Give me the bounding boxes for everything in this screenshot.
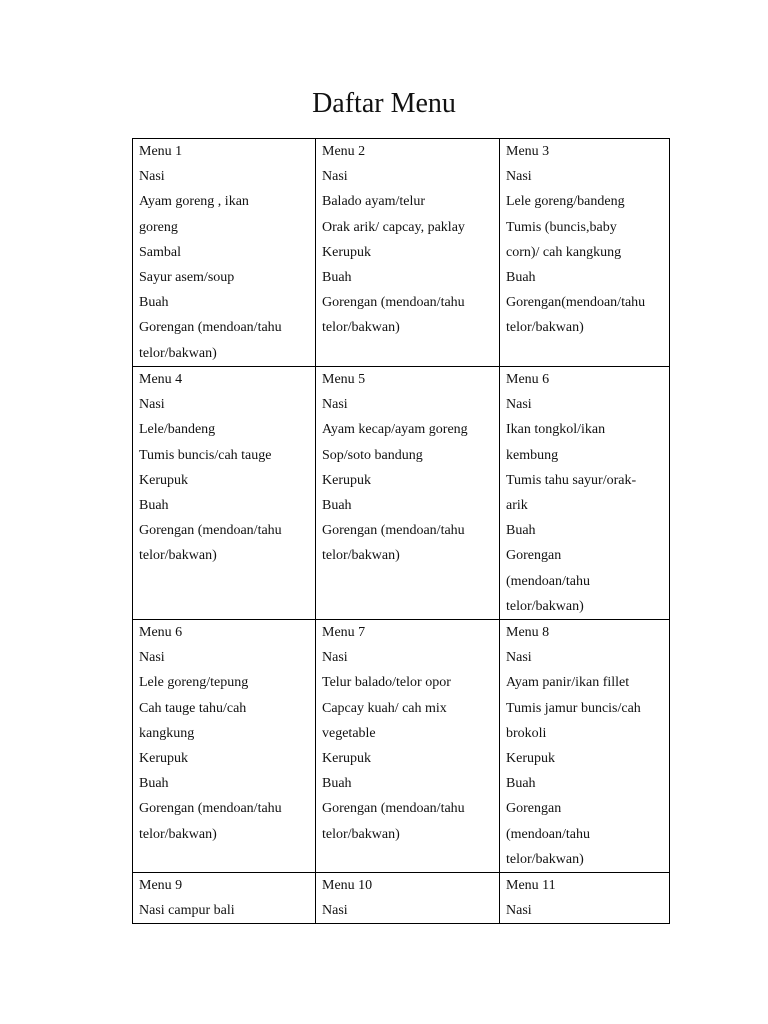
menu-item: Gorengan(mendoan/tahu [506, 295, 646, 311]
menu-item: arik [506, 498, 528, 514]
menu-heading: Menu 4 [139, 372, 183, 387]
menu-item: Nasi [506, 650, 532, 666]
menu-heading: Menu 8 [506, 625, 550, 641]
menu-item: Nasi [506, 903, 532, 919]
menu-item: Kerupuk [322, 472, 371, 488]
menu-item: (mendoan/tahu [506, 573, 590, 589]
menu-item: Buah [322, 498, 352, 514]
menu-row [133, 139, 670, 367]
menu-item: telor/bakwan) [506, 598, 584, 614]
menu-item: Kerupuk [139, 751, 188, 767]
menu-heading: Menu 3 [506, 144, 550, 159]
menu-item: Buah [139, 295, 169, 311]
menu-cell [133, 873, 316, 924]
menu-heading: Menu 6 [506, 372, 550, 387]
menu-item: vegetable [322, 725, 376, 741]
menu-item: Sambal [139, 244, 181, 260]
menu-item: Buah [139, 776, 169, 792]
menu-cell [500, 139, 670, 367]
menu-item: Sop/soto bandung [322, 447, 423, 463]
menu-item: Ikan tongkol/ikan [506, 422, 606, 438]
menu-row [133, 620, 670, 873]
menu-item: Gorengan (mendoan/tahu [139, 320, 282, 336]
menu-item: Nasi [139, 650, 165, 666]
menu-item: telor/bakwan) [506, 851, 584, 867]
menu-item: brokoli [506, 725, 547, 741]
menu-item: Kerupuk [506, 751, 555, 767]
menu-item: Nasi [139, 397, 165, 413]
menu-cell [133, 139, 316, 367]
menu-heading: Menu 7 [322, 625, 366, 641]
menu-cell [500, 620, 670, 873]
menu-item: Kerupuk [322, 751, 371, 767]
menu-item: Gorengan (mendoan/tahu [322, 295, 465, 311]
menu-cell [500, 873, 670, 924]
menu-item: telor/bakwan) [506, 320, 584, 336]
menu-item: corn)/ cah kangkung [506, 244, 622, 260]
menu-item: Buah [506, 523, 536, 539]
menu-cell [316, 873, 500, 924]
menu-item: Nasi [506, 397, 532, 413]
menu-item: kangkung [139, 725, 195, 741]
menu-item: telor/bakwan) [322, 548, 400, 564]
menu-item: telor/bakwan) [322, 320, 400, 336]
menu-item: Lele goreng/bandeng [506, 194, 625, 210]
menu-item: Lele/bandeng [139, 422, 216, 438]
menu-item: Ayam goreng , ikan [139, 194, 249, 210]
menu-heading: Menu 11 [506, 878, 556, 894]
menu-item: Gorengan [506, 801, 562, 817]
menu-item: Tumis (buncis,baby [506, 219, 617, 235]
menu-item: Orak arik/ capcay, paklay [322, 219, 465, 235]
menu-cell [316, 367, 500, 620]
menu-item: Nasi campur bali [139, 903, 235, 919]
menu-item: Kerupuk [139, 472, 188, 488]
menu-item: Nasi [506, 169, 532, 185]
page-title: Daftar Menu [312, 88, 456, 119]
menu-item: Nasi [322, 397, 348, 413]
menu-item: goreng [139, 219, 178, 235]
menu-item: telor/bakwan) [322, 826, 400, 842]
menu-row [133, 873, 670, 924]
menu-heading: Menu 9 [139, 878, 183, 894]
menu-item: Buah [506, 270, 536, 286]
menu-item: (mendoan/tahu [506, 826, 590, 842]
menu-table-body [133, 139, 670, 924]
menu-item: Gorengan (mendoan/tahu [322, 523, 465, 539]
menu-cell [133, 367, 316, 620]
menu-row [133, 367, 670, 620]
menu-item: Nasi [322, 903, 348, 919]
menu-table [132, 138, 670, 924]
menu-item: Buah [322, 270, 352, 286]
menu-cell [316, 620, 500, 873]
menu-heading: Menu 2 [322, 144, 366, 159]
menu-item: Kerupuk [322, 244, 371, 260]
menu-item: telor/bakwan) [139, 826, 217, 842]
menu-cell [133, 620, 316, 873]
menu-heading: Menu 5 [322, 372, 366, 387]
menu-item: Nasi [322, 650, 348, 666]
menu-item: Sayur asem/soup [139, 270, 235, 286]
menu-heading: Menu 6 [139, 625, 183, 641]
menu-item: Gorengan (mendoan/tahu [322, 801, 465, 817]
menu-item: Capcay kuah/ cah mix [322, 700, 447, 716]
menu-item: Nasi [322, 169, 348, 185]
menu-item: Ayam kecap/ayam goreng [322, 422, 468, 438]
menu-cell [500, 367, 670, 620]
menu-item: Buah [322, 776, 352, 792]
menu-item: Buah [506, 776, 536, 792]
menu-item: telor/bakwan) [139, 345, 217, 361]
menu-item: telor/bakwan) [139, 548, 217, 564]
menu-cell [316, 139, 500, 367]
menu-item: Nasi [139, 169, 165, 185]
menu-item: Ayam panir/ikan fillet [506, 675, 630, 691]
menu-item: Telur balado/telor opor [322, 675, 451, 691]
menu-item: Gorengan (mendoan/tahu [139, 801, 282, 817]
menu-item: Cah tauge tahu/cah [139, 700, 247, 716]
menu-item: Buah [139, 498, 169, 514]
menu-heading: Menu 1 [139, 144, 183, 159]
menu-item: Gorengan [506, 548, 562, 564]
menu-heading: Menu 10 [322, 878, 373, 894]
menu-item: Tumis tahu sayur/orak- [506, 472, 637, 488]
menu-item: Lele goreng/tepung [139, 675, 249, 691]
menu-item: Tumis jamur buncis/cah [506, 700, 641, 716]
menu-item: Balado ayam/telur [322, 194, 426, 210]
menu-item: kembung [506, 447, 559, 463]
menu-item: Tumis buncis/cah tauge [139, 447, 272, 463]
menu-item: Gorengan (mendoan/tahu [139, 523, 282, 539]
